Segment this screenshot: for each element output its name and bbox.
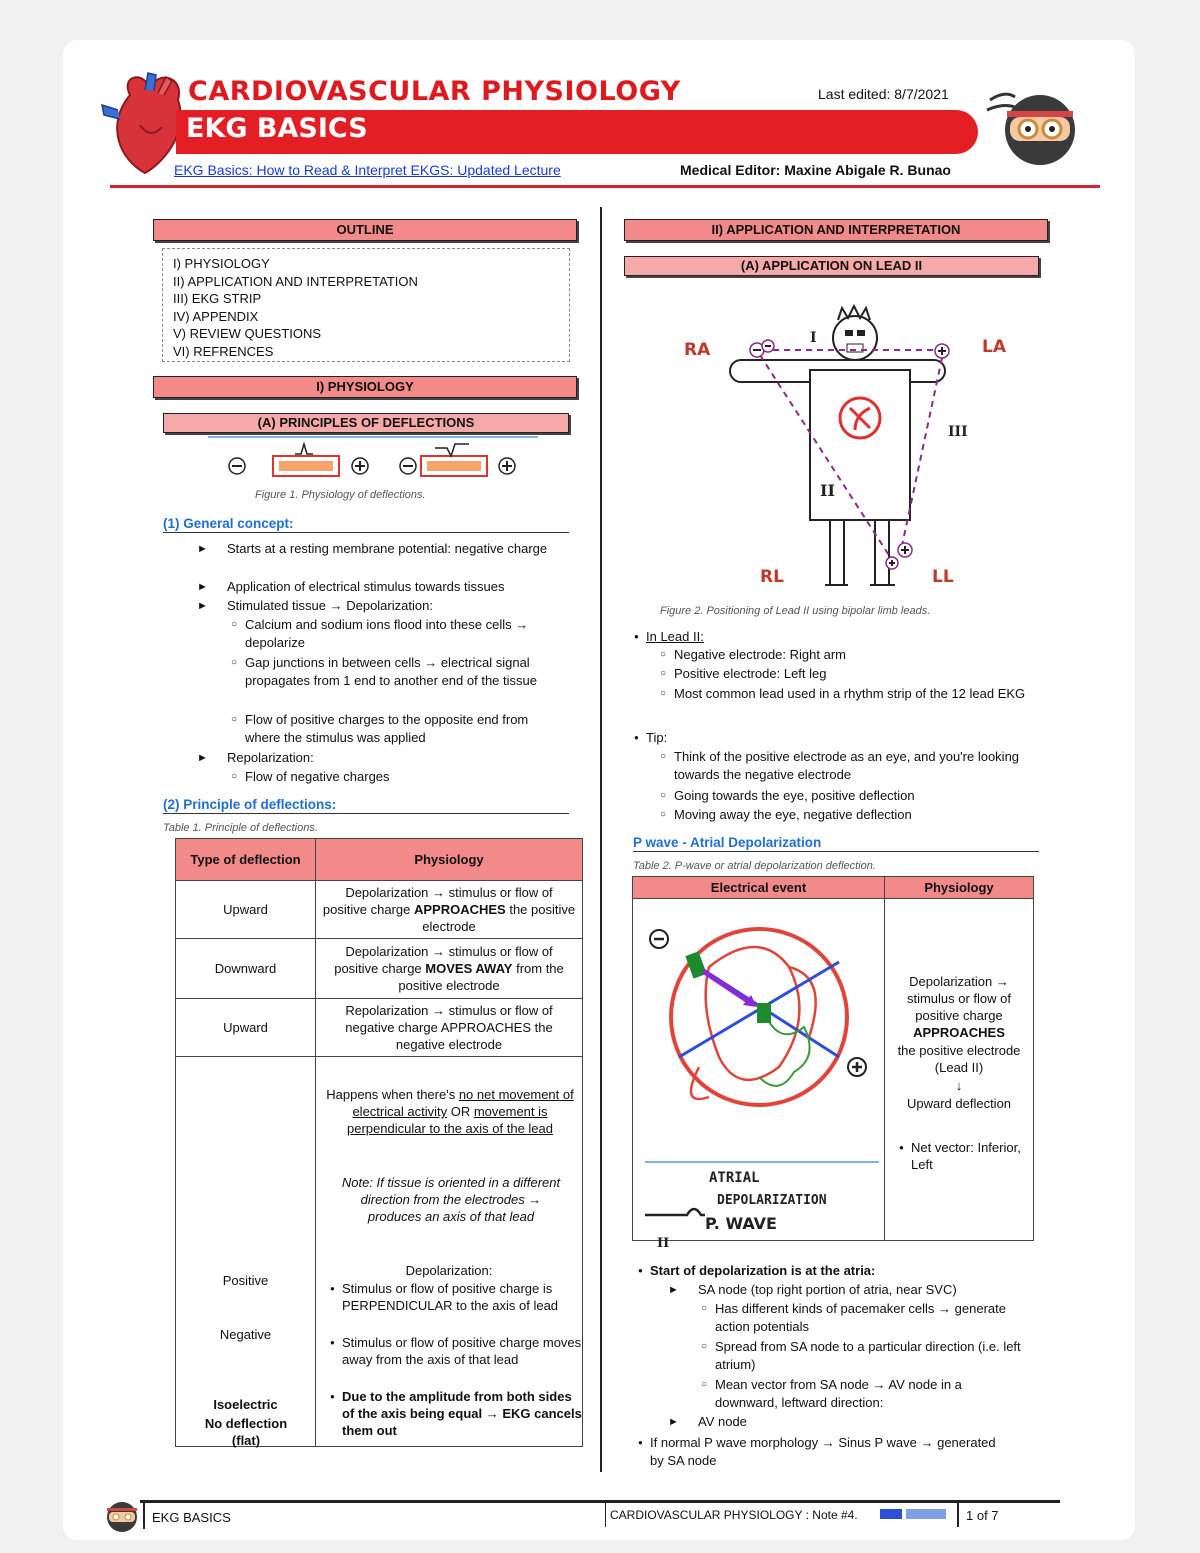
lead-label: II <box>657 1236 670 1251</box>
lead-ii-figure <box>670 300 1030 600</box>
cell-type: Downward <box>176 939 316 999</box>
col-header-physiology: Physiology <box>316 839 583 881</box>
ninja-footer-icon <box>98 1495 143 1533</box>
list-item: ○ Mean vector from SA node → AV node in a downward, leftward direction: <box>715 1376 1020 1412</box>
footer-right: CARDIOVASCULAR PHYSIOLOGY : Note #4. <box>610 1508 858 1522</box>
principle-heading: (2) Principle of deflections: <box>163 797 569 814</box>
deflection-diagram <box>225 438 525 484</box>
list-item: ► AV node <box>698 1413 1038 1431</box>
ra-label: RA <box>684 340 711 360</box>
outline-item[interactable]: IV) APPENDIX <box>173 308 259 324</box>
col-header-type: Type of deflection <box>176 839 316 881</box>
list-item: ○ Moving away the eye, negative deflection <box>674 806 1024 824</box>
footer-separator <box>605 1503 606 1527</box>
cell-physiology: Depolarization → stimulus or flow of positive charge APPROACHES the positive electrode (Lead II) ↓ Upward deflection ● Net vector: Inferior, Left <box>885 899 1034 1241</box>
ninja-mascot-icon <box>985 85 1080 170</box>
list-item: ○ Has different kinds of pacemaker cells → generate action potentials <box>715 1300 1015 1336</box>
ll-label: LL <box>932 567 954 587</box>
list-item: ► Stimulated tissue → Depolarization: <box>227 597 557 615</box>
cell-physiology: Depolarization → stimulus or flow of positive charge MOVES AWAY from the positive electrode <box>316 939 583 999</box>
medical-editor: Medical Editor: Maxine Abigale R. Bunao <box>680 162 951 178</box>
list-item: ○ Spread from SA node to a particular direction (i.e. left atrium) <box>715 1338 1030 1374</box>
list-item: ○ Flow of positive charges to the opposite end from where the stimulus was applied <box>245 711 560 747</box>
cell-physiology: Depolarization → stimulus or flow of positive charge APPROACHES the positive electrode <box>316 881 583 939</box>
list-item: ● Start of depolarization is at the atria: <box>650 1262 1030 1280</box>
lead-iii-label: III <box>948 424 968 440</box>
header-divider <box>110 185 1100 188</box>
depolarization-label: DEPOLARIZATION <box>717 1193 827 1208</box>
outline-item[interactable]: I) PHYSIOLOGY <box>173 256 270 271</box>
list-item: ○ Gap junctions in between cells → electrical signal propagates from 1 end to another end of the tissue <box>245 654 570 690</box>
list-item: ► Starts at a resting membrane potential: negative charge <box>227 540 557 558</box>
cell-type: Upward <box>176 881 316 939</box>
table-row <box>176 999 583 1057</box>
list-item: ○ Most common lead used in a rhythm strip of the 12 lead EKG <box>674 685 1029 703</box>
table1-caption: Table 1. Principle of deflections. <box>163 822 318 834</box>
rl-label: RL <box>760 567 784 587</box>
last-edited: Last edited: 8/7/2021 <box>818 86 949 102</box>
list-item: ► Application of electrical stimulus towards tissues <box>227 578 557 596</box>
col-header-physiology: Physiology <box>885 877 1034 899</box>
lead-ii-header: (A) APPLICATION ON LEAD II <box>624 256 1039 276</box>
cell-type: Upward <box>176 999 316 1057</box>
list-item: ○ Going towards the eye, positive deflection <box>674 787 1024 805</box>
tip-heading: ● Tip: <box>646 729 667 747</box>
outline-item[interactable]: VI) REFRENCES <box>173 343 274 359</box>
topic-title: EKG BASICS <box>186 113 368 144</box>
deflection-table <box>175 838 583 1447</box>
list-item: ○ Flow of negative charges <box>245 768 565 786</box>
general-concept-heading: (1) General concept: <box>163 516 569 533</box>
physiology-header: I) PHYSIOLOGY <box>153 376 577 398</box>
atrial-label: ATRIAL <box>709 1170 760 1186</box>
list-item: ○ Negative electrode: Right arm <box>674 646 1024 664</box>
list-item: ○ Positive electrode: Left leg <box>674 665 1024 683</box>
list-item: ○ Calcium and sodium ions flood into these cells → depolarize <box>245 616 565 652</box>
footer-logo-icon <box>880 1507 950 1521</box>
column-divider <box>600 207 602 1472</box>
in-lead-heading: ● In Lead II: <box>646 628 704 646</box>
outline-item[interactable]: III) EKG STRIP <box>173 291 262 306</box>
table-row <box>633 899 1034 1241</box>
footer-separator <box>957 1503 959 1527</box>
footer-left: EKG BASICS <box>152 1510 231 1525</box>
course-title: CARDIOVASCULAR PHYSIOLOGY <box>188 76 681 107</box>
list-item: ○ Think of the positive electrode as an eye, and you're looking towards the negative electrode <box>674 748 1034 784</box>
footer-divider <box>140 1500 1060 1503</box>
p-wave-label: P. WAVE <box>705 1214 777 1233</box>
p-wave-heading: P wave - Atrial Depolarization <box>633 835 1039 852</box>
list-item: ► Repolarization: <box>227 749 557 767</box>
table-row <box>176 939 583 999</box>
list-item: ● If normal P wave morphology → Sinus P wave → generated by SA node <box>650 1434 1010 1470</box>
footer-separator <box>143 1503 145 1529</box>
lecture-link[interactable]: EKG Basics: How to Read & Interpret EKGS: Updated Lecture <box>174 162 561 178</box>
application-header: II) APPLICATION AND INTERPRETATION <box>624 219 1048 241</box>
figure1-caption: Figure 1. Physiology of deflections. <box>255 489 426 501</box>
cell-event <box>633 899 885 1251</box>
outline-item[interactable]: V) REVIEW QUESTIONS <box>173 326 322 341</box>
lead-ii-label: II <box>820 481 835 500</box>
deflection-principles-header: (A) PRINCIPLES OF DEFLECTIONS <box>163 413 569 433</box>
figure2-caption: Figure 2. Positioning of Lead II using bipolar limb leads. <box>660 605 931 617</box>
outline-header: OUTLINE <box>153 219 577 241</box>
lead-i-label: I <box>810 330 817 346</box>
cell-physiology: Repolarization → stimulus or flow of negative charge APPROACHES the negative electrode <box>316 999 583 1057</box>
table-row <box>176 1057 583 1447</box>
cell-physiology: Happens when there's no net movement of electrical activity OR movement is perpendicular to the axis of the lead Note: If tissue is oriented in a different direction from the electrodes → produces an axis of that lead Depolarization: ● Stimulus or flow of positive charge is PERPENDICULAR to the axis of lead ● Stimulus or flow of positive charge moves away from the axis of that lead ● Due to the amplitude from both sides of the axis being equal → EKG cancels them out <box>316 1057 583 1447</box>
p-wave-table <box>632 876 1034 1251</box>
atrial-depolarization-diagram <box>639 907 879 1251</box>
page-number: 1 of 7 <box>966 1508 999 1523</box>
cell-type: Positive Negative Isoelectric No deflection (flat) <box>176 1057 316 1447</box>
table-row <box>176 881 583 939</box>
list-item: ► SA node (top right portion of atria, near SVC) <box>698 1281 1038 1299</box>
table2-caption: Table 2. P-wave or atrial depolarization deflection. <box>633 860 876 872</box>
outline-list <box>162 248 570 362</box>
la-label: LA <box>982 337 1006 357</box>
col-header-event: Electrical event <box>633 877 885 899</box>
outline-item[interactable]: II) APPLICATION AND INTERPRETATION <box>173 273 418 289</box>
